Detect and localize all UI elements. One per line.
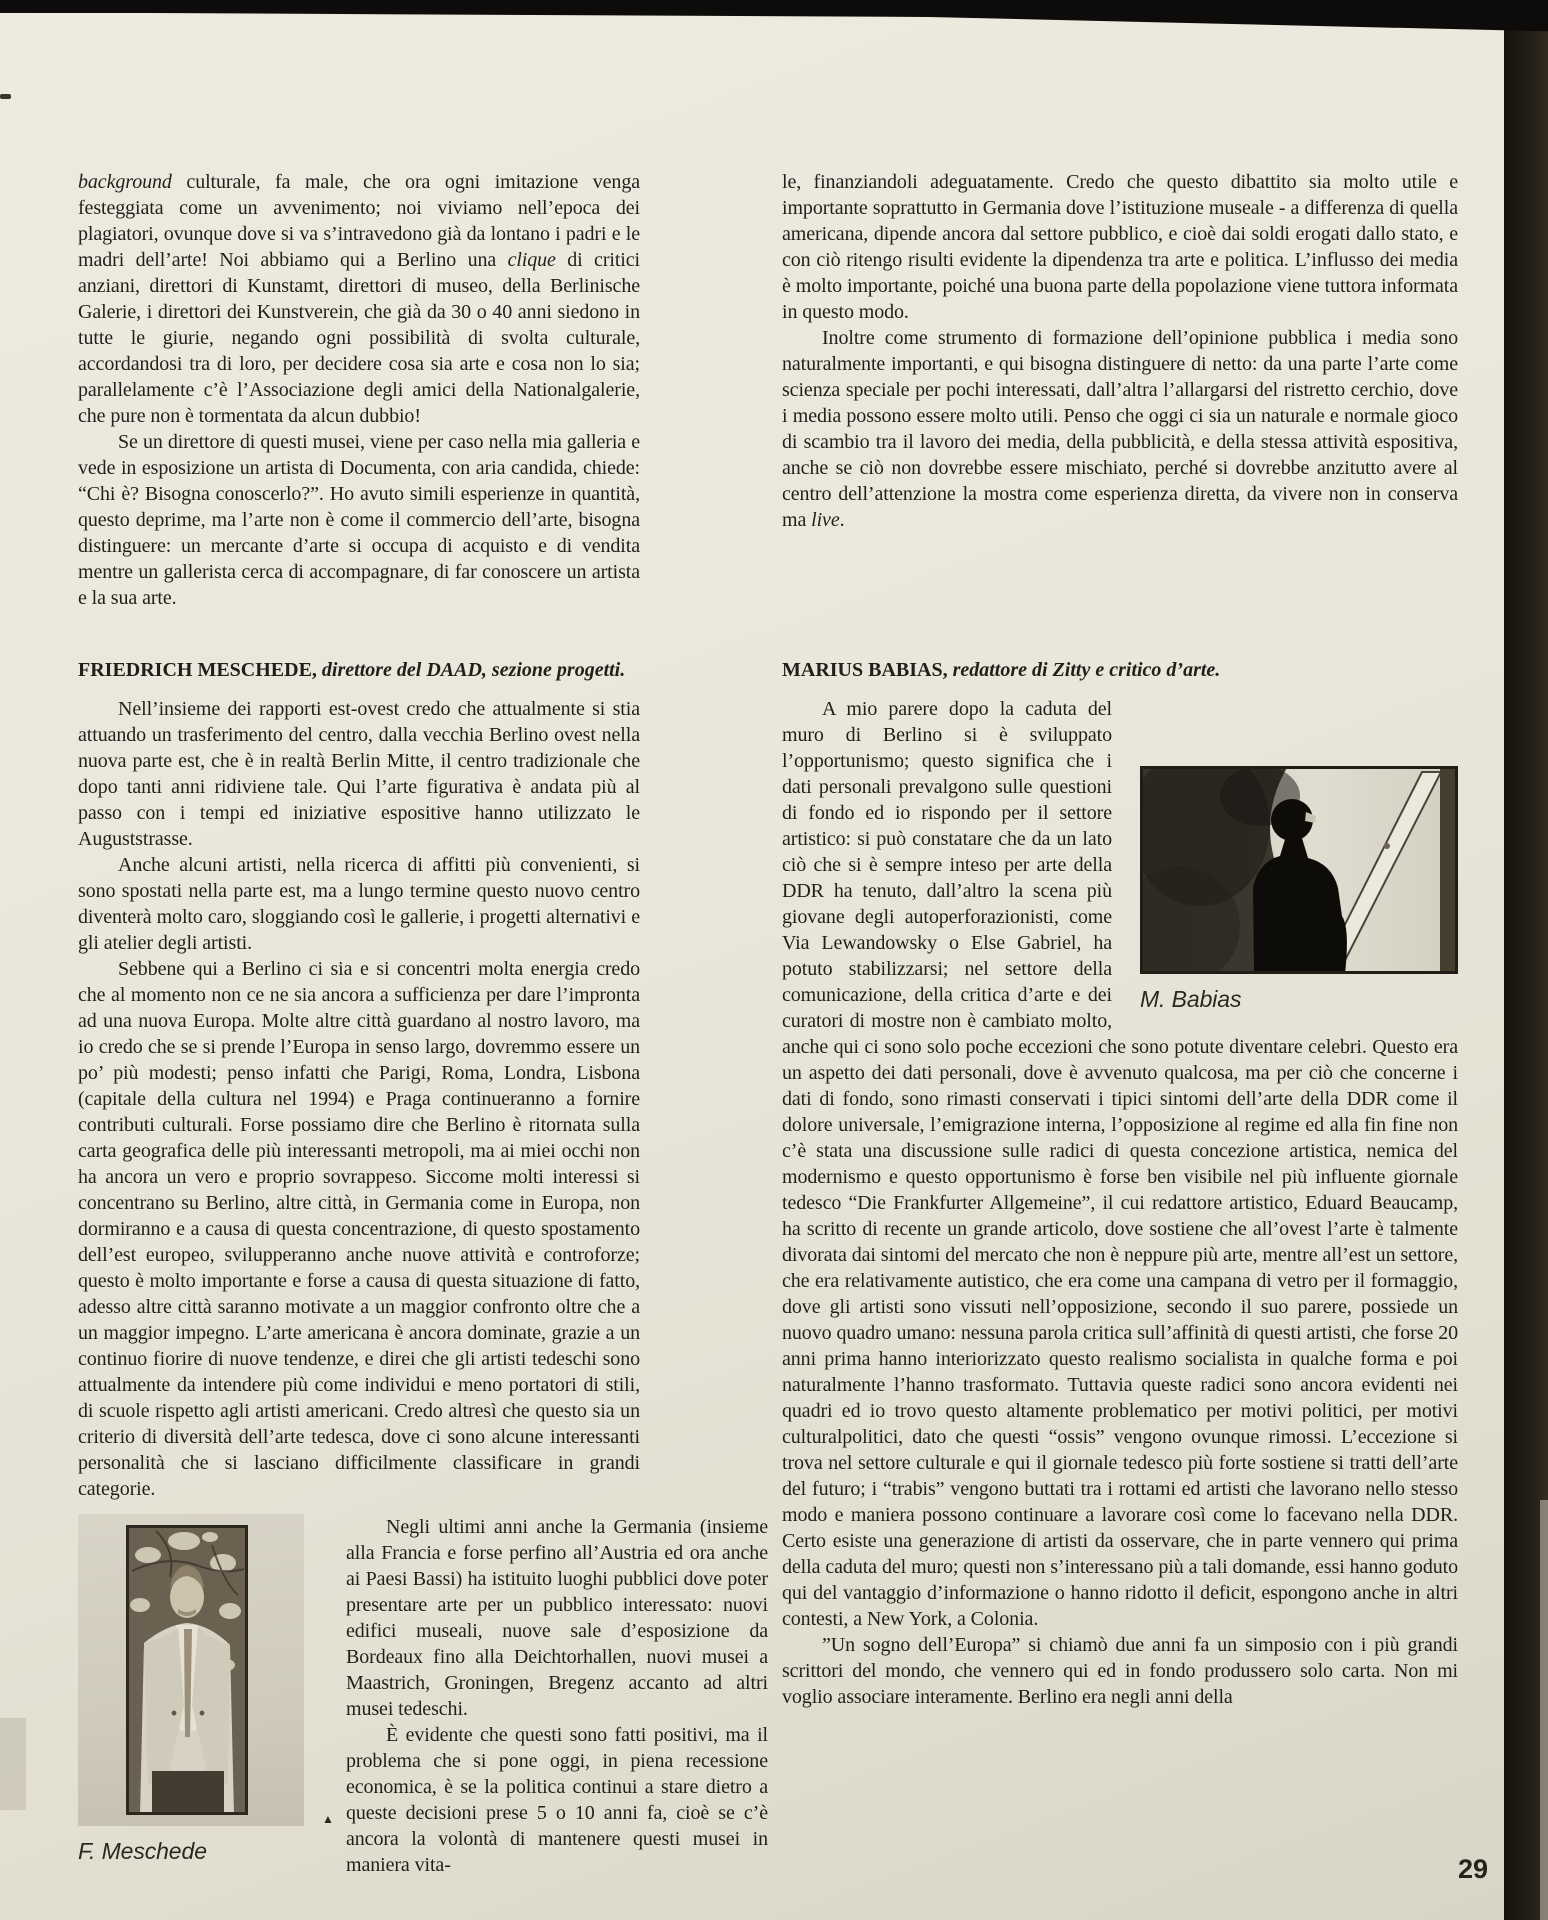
page-number: 29: [1458, 1854, 1489, 1884]
right-intro-continuation: [782, 169, 1458, 657]
print-mark-icon: ▲: [322, 1812, 334, 1826]
article-body: [78, 169, 1458, 1878]
paragraph: le, finanziandoli adeguatamente. Credo che questo dibattito sia molto utile e importante soprattutto in Germania dove l’istituzione museale - a differenza di quella americana, dipende ancora dal settore pubblico, e cioè dai soldi erogati dallo stato, e con ciò ritengo risulti evidente la dipendenza tra arte e politica. L’influsso dei media è molto importante, poiché una buona parte della popolazione viene tuttora informata in questo modo.: [782, 171, 1458, 323]
paragraph: A mio parere dopo la caduta del muro di Berlino si è sviluppato l’opportunismo; questo significa che i dati personali prevalgono sulle questioni di fondo ed io rispondo per il settore artistico: si può constatare che da un lato ciò che si è sempre inteso per arte della DDR ha tenuto, dall’altro la scena più giovane degli autoperforazionisti, come Via Lewandowsky o Else Gabriel, ha potuto stabilizzarsi; nel settore della comunicazione, della critica d’arte e dei curatori di mostre non è cambiato molto, anche qui ci sono solo poche eccezioni che sono potute diventare celebri. Questo era un aspetto dei dati personali, dove è avvenuto qualcosa, ma per ciò che concerne i dati di fondo, sono rimasti conservati i tipici sintomi dell’arte della DDR come il dolore universale, l’emigrazione interna, l’opposizione al regime ed alla fin fine non c’è stata una discussione sulle radici di questa concezione artistica, nemica del modernismo e questo opportunismo è forse ben visibile nel più influente giornale tedesco “Die Frankfurter Allgemeine”, il cui redattore artistico, Eduard Beaucamp, ha scritto di recente un grande articolo, dove sostiene che all’ovest l’arte è talmente divorata dai sintomi del mercato che non è neppure più arte, mentre all’est un settore, che era relativamente autistico, che era come una campana di vetro per il formaggio, dove gli artisti sono vissuti nell’opposizione, secondo il suo parere, possiede un nuovo quadro umano: nessuna parola critica sull’affinità di questi artisti, che forse 20 anni prima hanno interiorizzato questo realismo socialista in qualche forma e poi naturalmente l’hanno trasformato. Tuttavia queste radici sono ancora evidenti nei quadri ed io trovo questo altamente problematico per motivi politici, per motivi culturalpolitici, dato che questi “ossis” vengono ovunque rimossi. L’eccezione si trova nel settore culturale e qui il giornale tedesco più forte sostiene si tratti dell’arte del futuro; i “trabis” vengono buttati tra i rottami ed artisti che lavorano nello stesso modo e maniera possono continuare a lavorare così come lo facevano nella DDR. Certo esiste una generazione di artisti da osservare, che in parte vennero qui prima della caduta del muro; questi non s’interessano più a tali domande, essi hanno goduto qui del vantaggio d’informazione o hanno ridotto il deficit, espongono anche in altri contesti, a New York, a Colonia.: [782, 698, 1458, 1630]
scanned-magazine-page: [0, 13, 1504, 1920]
paragraph: ”Un sogno dell’Europa” si chiamò due anni fa un simposio con i più grandi scrittori del mondo, che vennero qui ed in fondo produssero solo carta. Non mi voglio associare interamente. Berlino era negli anni della: [782, 1634, 1458, 1708]
right-column: [782, 169, 1458, 1878]
photo-babias: [1112, 696, 1458, 1012]
scan-edge-right-light: [1540, 1500, 1548, 1920]
photo-caption-meschede: F. Meschede: [78, 1838, 207, 1864]
meschede-answer: [78, 696, 640, 1502]
paragraph: background culturale, fa male, che ora ogni imitazione venga festeggiata come un avvenimento; noi viviamo nell’epoca dei plagiatori, ovunque dove si va s’intravedono già da lontano i padri e le madri dell’arte! Noi abbiamo qui a Berlino una clique di critici anziani, direttori di Kunstamt, direttori di museo, della Berlinische Galerie, i direttori dei Kunstverein, che già da 30 o 40 anni siedono in tutte le giurie, negando ogni possibilità di svolta culturale, accordandosi tra di loro, per decidere cosa sia arte e cosa non lo sia; parallelamente c’è l’Associazione degli amici della Nationalgalerie, che pure non è tormentata da alcun dubbio!: [78, 171, 640, 427]
left-intro-continuation: [78, 169, 640, 657]
meschede-portrait-image: [126, 1525, 248, 1815]
paragraph: Anche alcuni artisti, nella ricerca di affitti più convenienti, si sono spostati nella parte est, ma a lungo termine questo nuovo centro diventerà molto caro, sloggiando così le gallerie, i progetti alternativi e gli atelier degli artisti.: [78, 854, 640, 954]
paragraph: Negli ultimi anni anche la Germania (insieme alla Francia e forse perfino all’Austria ed ora anche ai Paesi Bassi) ha istituito luoghi pubblici dove poter presentare arte per un pubblico interessato: nuovi edifici museali, nuove sale d’esposizione da Bordeaux fino alla Deichtorhallen, nuovi musei a Maastrich, Groningen, Bregenz accanto ad altri musei tedeschi.: [346, 1516, 768, 1720]
paragraph: Sebbene qui a Berlino ci sia e si concentri molta energia credo che al momento non ce ne sia ancora a sufficienza per dare l’impronta ad una nuova Europa. Molte altre città guardano al nostro lavoro, ma io credo che se si prende l’Europa in senso largo, dovremmo essere un po’ più modesti; penso infatti che Parigi, Roma, Londra, Lisbona (capitale della cultura nel 1994) e Praga continueranno a fornire contributi culturali. Forse possiamo dire che Berlino è ritornata sulla carta geografica delle più interessanti metropoli, ma ai miei occhi non ha ancora un vero e proprio sovrappeso. Siccome molti interessi si concentrano su Berlino, altre città, in Germania come in Europa, non dormiranno e a causa di questa concentrazione, di questo spostamento dell’est europeo, svilupperanno anche nuove attività e controforze; questo è molto importante e forse a causa di questa situazione di fatto, adesso altre città saranno motivate a un maggior confronto oltre che a un maggior impegno. L’arte americana è ancora dominate, grazie a un continuo fiorire di nuove tendenze, e direi che gli artisti tedeschi sono attualmente da intendere più come individui e meno portatori di stili, di scuole rispetto agli artisti americani. Credo altresì che questo sia un criterio di diversità dell’arte tedesca, dove ci sono alcune interessanti personalità che si lasciano difficilmente classificare in grandi categorie.: [78, 958, 640, 1500]
photo-caption-babias: M. Babias: [1140, 986, 1242, 1012]
section-heading-babias: MARIUS BABIAS, redattore di Zitty e critico d’arte.: [782, 659, 1221, 681]
photo-frame: [1140, 766, 1458, 974]
photo-print-mat: [78, 1514, 304, 1826]
scan-mark: [0, 94, 11, 99]
paragraph: Nell’insieme dei rapporti est-ovest credo che attualmente si stia attuando un trasferimento del centro, dalla vecchia Berlino ovest nella nuova parte est, che è in realtà Berlin Mitte, il centro tradizionale che dopo tanti anni ridiviene tale. Qui l’arte figurativa è andata più al passo con i tempi ed iniziative espositive hanno utilizzato le Auguststrasse.: [78, 698, 640, 850]
scan-strip-left: [0, 1718, 26, 1810]
left-column: [78, 169, 768, 1878]
babias-portrait-image: [1140, 766, 1458, 974]
meschede-photo-and-text: [78, 1514, 768, 1878]
paragraph: Se un direttore di questi musei, viene per caso nella mia galleria e vede in esposizione un artista di Documenta, con aria candida, chiede: “Chi è? Bisogna conoscerlo?”. Ho avuto simili esperienze in quantità, questo deprime, ma l’arte non è come il commercio dell’arte, bisogna distinguere: un mercante d’arte si occupa di acquisto e di vendita mentre un gallerista cerca di accompagnare, di far conoscere un artista e la sua arte.: [78, 431, 640, 609]
paragraph: Inoltre come strumento di formazione dell’opinione pubblica i media sono naturalmente importanti, e qui bisogna distinguere di netto: da una parte l’arte come scienza speciale per pochi interessati, dall’altra l’allargarsi del ristretto cerchio, dove i media possono essere molto utili. Penso che oggi ci sia un naturale e normale gioco di scambio tra il lavoro dei media, della pubblicità, e della stessa attività espositiva, anche se ciò non dovrebbe essere mischiato, perché si dovrebbe anzitutto avere al centro dell’attenzione la mostra come esperienza diretta, da vivere non in conserva ma live.: [782, 327, 1458, 531]
photo-meschede: [78, 1514, 346, 1870]
babias-answer: [782, 696, 1458, 1710]
section-heading-meschede: FRIEDRICH MESCHEDE, direttore del DAAD, sezione progetti.: [78, 659, 626, 681]
paragraph: È evidente che questi sono fatti positivi, ma il problema che si pone oggi, in piena recessione economica, è se la politica continui a stare dietro a queste decisioni prese 5 o 10 anni fa, cioè se c’è ancora la volontà di mantenere questi musei in maniera vita-: [346, 1724, 768, 1876]
